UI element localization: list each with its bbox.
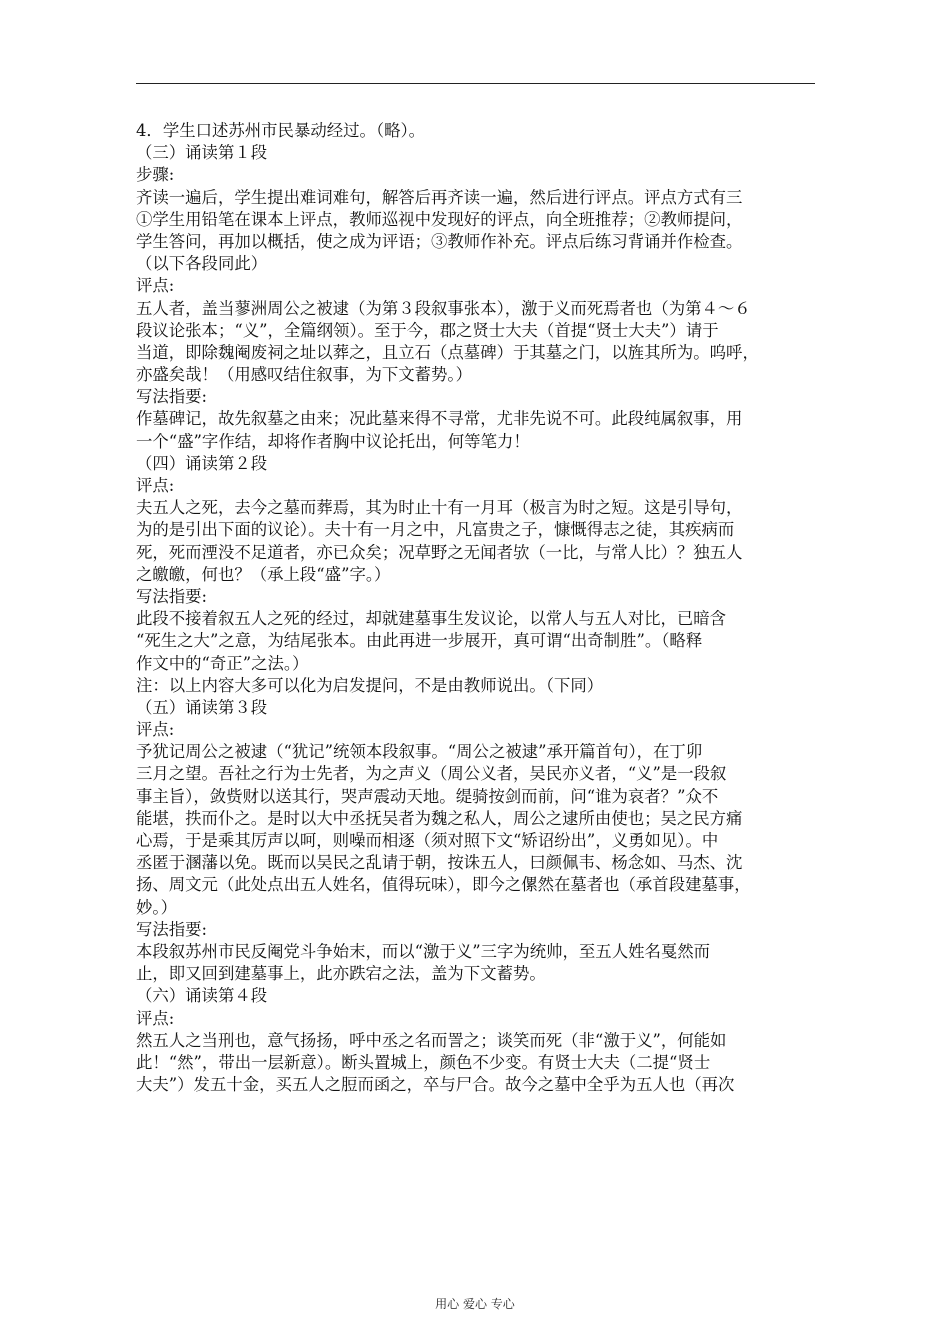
text-line: 死，死而湮没不足道者，亦已众矣；况草野之无闻者欤（一比，与常人比）？独五人 bbox=[136, 542, 743, 562]
document-body bbox=[136, 120, 818, 1096]
text-line: 段议论张本；“义”，全篇纲领）。至于今，郡之贤士大夫（首提“贤士大夫”）请于 bbox=[136, 320, 719, 340]
text-line: 心焉，于是乘其厉声以呵，则噪而相逐（须对照下文“矫诏纷出”，义勇如见）。中 bbox=[136, 831, 719, 850]
text-line: 止，即又回到建墓事上，此亦跌宕之法，盖为下文蓄势。 bbox=[136, 964, 546, 984]
text-line: 五人者，盖当蓼洲周公之被逮（为第３段叙事张本），激于义而死焉者也（为第４～６ bbox=[136, 298, 751, 318]
text-line: ①学生用铅笔在课本上评点，教师巡视中发现好的评点，向全班推荐；②教师提问， bbox=[136, 209, 743, 229]
text-line: 予犹记周公之被逮（“犹记”统领本段叙事。“周公之被逮”承开篇首句），在丁卯 bbox=[136, 742, 703, 762]
text-line: 亦盛矣哉！（用感叹结住叙事，为下文蓄势。） bbox=[136, 365, 473, 385]
text-line: 评点: bbox=[136, 276, 175, 296]
text-line: 一个“盛”字作结，却将作者胸中议论托出，何等笔力！ bbox=[136, 431, 530, 451]
text-line: 写法指要: bbox=[136, 919, 208, 939]
text-line: 步骤: bbox=[136, 165, 175, 185]
text-line: 齐读一遍后，学生提出难词难句，解答后再齐读一遍，然后进行评点。评点方式有三 bbox=[136, 187, 743, 207]
text-line: 评点: bbox=[136, 1008, 175, 1028]
text-line: 本段叙苏州市民反阉党斗争始末，而以“激于义”三字为统帅，至五人姓名戛然而 bbox=[136, 941, 711, 961]
text-line: 丞匿于溷藩以免。既而以吴民之乱请于朝，按诛五人，曰颜佩韦、杨念如、马杰、沈 bbox=[136, 853, 743, 873]
text-line: 写法指要: bbox=[136, 586, 208, 606]
text-line: 然五人之当刑也，意气扬扬，呼中丞之名而詈之；谈笑而死（非“激于义”，何能如 bbox=[136, 1030, 727, 1050]
text-line: 为的是引出下面的议论）。夫十有一月之中，凡富贵之子，慷慨得志之徒，其疾病而 bbox=[136, 520, 735, 540]
header-rule bbox=[136, 83, 815, 84]
text-line: （五）诵读第３段 bbox=[136, 697, 268, 717]
text-line: （四）诵读第２段 bbox=[136, 453, 268, 473]
text-line: 此！“然”，带出一层新意）。断头置城上，颜色不少变。有贤士大夫（二提“贤士 bbox=[136, 1052, 711, 1072]
text-line: 夫五人之死，去今之墓而葬焉，其为时止十有一月耳（极言为时之短。这是引导句， bbox=[136, 498, 743, 518]
text-line: （三）诵读第１段 bbox=[136, 143, 268, 163]
text-line: 注：以上内容大多可以化为启发提问，不是由教师说出。（下同） bbox=[136, 675, 604, 695]
text-line: 当道，即除魏阉废祠之址以葬之，且立石（点墓碑）于其墓之门，以旌其所为。呜呼， bbox=[136, 342, 759, 362]
text-line: 学生答问，再加以概括，使之成为评语；③教师作补充。评点后练习背诵并作检查。 bbox=[136, 231, 743, 251]
text-line: 扬、周文元（此处点出五人姓名，值得玩味），即今之傫然在墓者也（承首段建墓事， bbox=[136, 875, 751, 895]
text-line: （以下各段同此） bbox=[136, 254, 268, 274]
text-line: 4．学生口述苏州市民暴动经过。（略）。 bbox=[136, 121, 426, 140]
text-line: 写法指要: bbox=[136, 387, 208, 407]
text-line: 大夫”）发五十金，买五人之脰而函之，卒与尸合。故今之墓中全乎为五人也（再次 bbox=[136, 1075, 735, 1095]
text-line: “死生之大”之意，为结尾张本。由此再进一步展开，真可谓“出奇制胜”。（略释 bbox=[136, 631, 703, 651]
text-line: 作文中的“奇正”之法。） bbox=[136, 653, 309, 673]
text-line: 评点: bbox=[136, 720, 175, 740]
text-line: 此段不接着叙五人之死的经过，却就建墓事生发议论，以常人与五人对比，已暗含 bbox=[136, 609, 727, 629]
text-line: 三月之望。吾社之行为士先者，为之声义（周公义者，吴民亦义者，“义”是一段叙 bbox=[136, 764, 727, 784]
page-footer: 用心 爱心 专心 bbox=[435, 1297, 515, 1311]
text-line: 妙。） bbox=[136, 897, 177, 917]
text-line: 评点: bbox=[136, 476, 175, 495]
text-line: 事主旨），敛赀财以送其行，哭声震动天地。缇骑按剑而前，问“谁为哀者？”众不 bbox=[136, 786, 719, 806]
text-line: （六）诵读第４段 bbox=[136, 986, 268, 1006]
text-line: 能堪，抶而仆之。是时以大中丞抚吴者为魏之私人，周公之逮所由使也；吴之民方痛 bbox=[136, 808, 743, 828]
text-line: 作墓碑记，故先叙墓之由来；况此墓来得不寻常，尤非先说不可。此段纯属叙事，用 bbox=[136, 409, 743, 429]
text-line: 之皦皦，何也？（承上段“盛”字。） bbox=[136, 564, 391, 584]
